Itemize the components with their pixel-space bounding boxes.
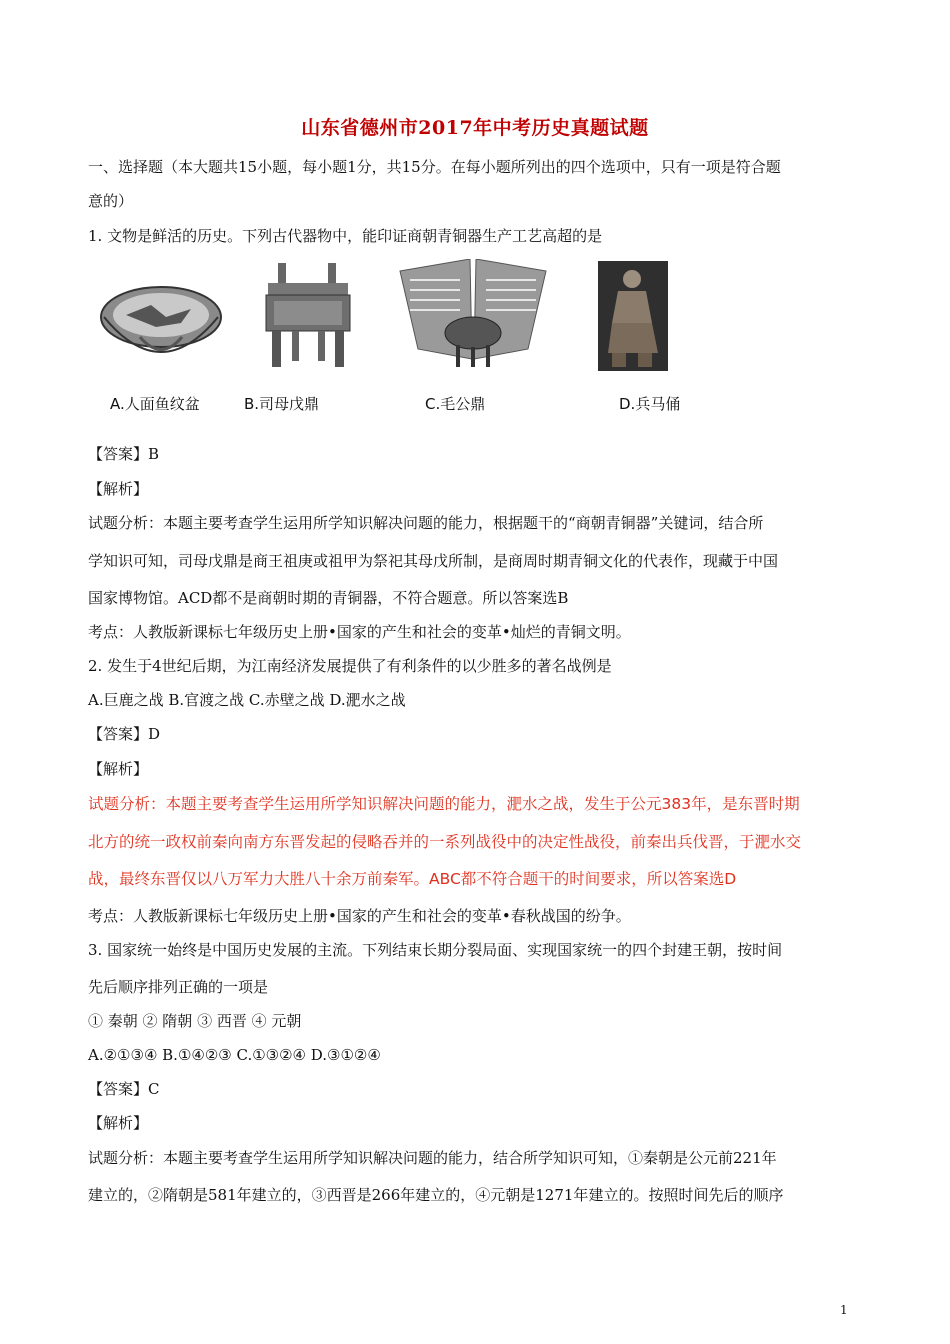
q3-analysis-label: 【解析】 [88,1114,149,1132]
q2-analysis-line: 战，最终东晋仅以八万军力大胜八十余万前秦军。ABC都不符合题干的时间要求，所以答案选D [88,870,737,888]
q1-point: 考点：人教版新课标七年级历史上册•国家的产生和社会的变革•灿烂的青铜文明。 [88,623,631,641]
q2-point: 考点：人教版新课标七年级历史上册•国家的产生和社会的变革•春秋战国的纷争。 [88,907,631,925]
q1-option-a: A.人面鱼纹盆 [110,395,200,413]
q3-items: ① 秦朝 ② 隋朝 ③ 西晋 ④ 元朝 [88,1012,302,1030]
section-instructions-line1: 一、选择题（本大题共15小题，每小题1分，共15分。在每小题所列出的四个选项中，只有一项是符合题 [88,158,781,176]
q1-option-d: D.兵马俑 [619,395,681,413]
q2-options: A.巨鹿之战 B.官渡之战 C.赤壁之战 D.淝水之战 [88,691,406,709]
q1-answer: 【答案】B [88,445,160,463]
q1-figures [88,255,688,425]
simuwu-ding-image [258,261,358,375]
q1-stem: 1. 文物是鲜活的历史。下列古代器物中，能印证商朝青铜器生产工艺高超的是 [88,227,603,245]
pottery-basin-image [96,277,226,371]
q3-answer: 【答案】C [88,1080,160,1098]
page-number: 1 [840,1303,848,1317]
q2-analysis-line: 试题分析：本题主要考查学生运用所学知识解决问题的能力，淝水之战，发生于公元383年，是东晋时期 [88,795,800,813]
q3-analysis-line: 建立的，②隋朝是581年建立的，③西晋是266年建立的，④元朝是1271年建立的。按照时间先后的顺序 [88,1186,784,1204]
q1-option-c: C.毛公鼎 [425,395,486,413]
q1-analysis-line: 学知识可知，司母戊鼎是商王祖庚或祖甲为祭祀其母戊所制，是商周时期青铜文化的代表作，现藏于中国 [88,552,779,570]
terracotta-warrior-image [598,261,668,375]
q1-option-b: B.司母戊鼎 [244,395,320,413]
q2-answer: 【答案】D [88,725,161,743]
q3-stem-line1: 3. 国家统一始终是中国历史发展的主流。下列结束长期分裂局面、实现国家统一的四个封建王朝，按时间 [88,941,783,959]
q1-analysis-label: 【解析】 [88,480,149,498]
q2-stem: 2. 发生于4世纪后期，为江南经济发展提供了有利条件的以少胜多的著名战例是 [88,657,612,675]
section-instructions-line2: 意的） [88,192,134,210]
q3-stem-line2: 先后顺序排列正确的一项是 [88,978,269,996]
page-title: 山东省德州市2017年中考历史真题试题 [301,117,649,139]
q3-options: A.②①③④ B.①④②③ C.①③②④ D.③①②④ [88,1046,381,1064]
q1-analysis-line: 国家博物馆。ACD都不是商朝时期的青铜器，不符合题意。所以答案选B [88,589,569,607]
q2-analysis-line: 北方的统一政权前秦向南方东晋发起的侵略吞并的一系列战役中的决定性战役，前秦出兵伐晋，于淝水交 [88,833,802,851]
q1-analysis-line: 试题分析：本题主要考查学生运用所学知识解决问题的能力，根据题干的“商朝青铜器”关键词，结合所 [88,514,764,532]
q2-analysis-label: 【解析】 [88,760,149,778]
q3-analysis-line: 试题分析：本题主要考查学生运用所学知识解决问题的能力，结合所学知识可知，①秦朝是公元前221年 [88,1149,777,1167]
maogong-ding-image [398,259,548,378]
